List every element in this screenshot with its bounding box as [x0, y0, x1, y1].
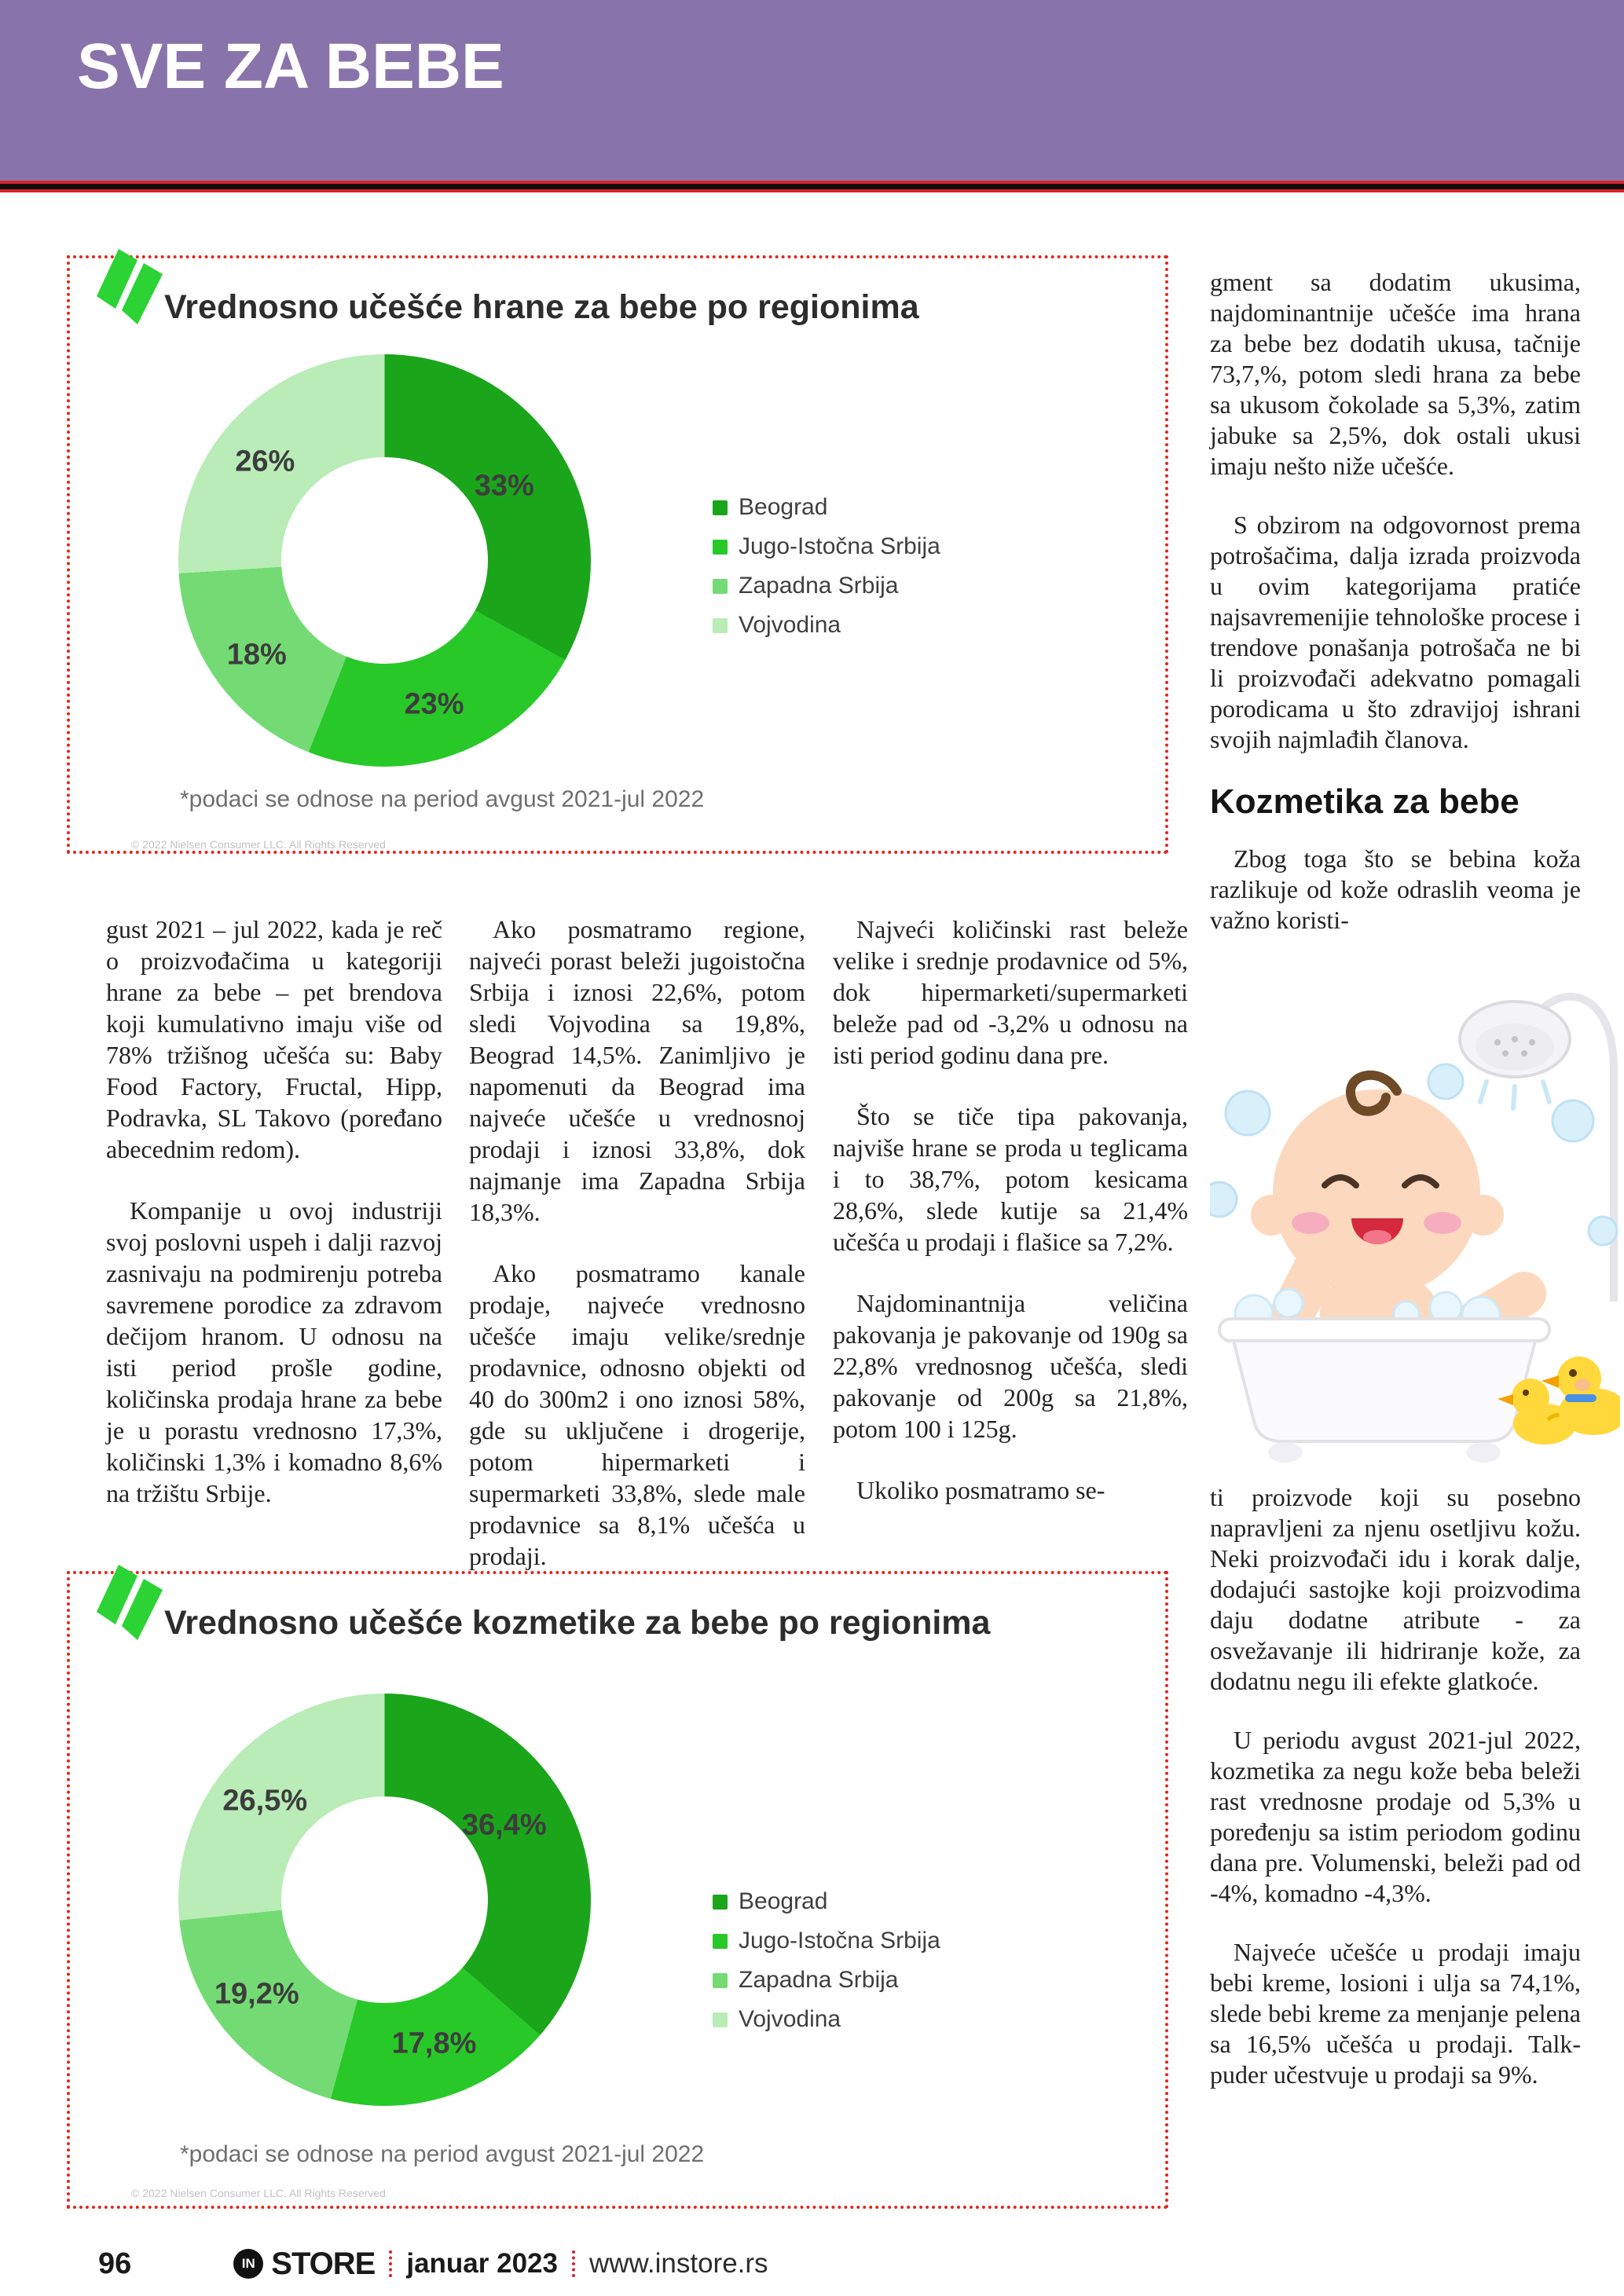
donut-hole	[281, 1796, 488, 2003]
legend-swatch	[713, 1934, 728, 1949]
chart-title: Vrednosno učešće hrane za bebe po regionima	[164, 288, 919, 326]
chart-box-food	[67, 255, 1168, 854]
donut-chart-cosmetics	[178, 1694, 591, 2106]
paragraph: Što se tiče tipa pakovanja, najviše hrane se proda u teglicama i to 38,7%, potom kesicama 28,6%, slede kutije sa 21,4% učešća u prodaji i flašice sa 7,2%.	[833, 1102, 1188, 1256]
slice-label-vojvodina: 26%	[235, 445, 295, 478]
paragraph: Ako posmatramo regione, najveći porast beleži jugoistočna Srbija i iznosi 22,6%, potom sledi Vojvodina sa 19,8%, Beograd 14,5%. Zanimljivo je napomenuti da Beograd ima najveće učešće u vrednosnoj prodaji i iznosi 33,8%, dok najmanje ima Zapadna Srbija 18,3%.	[469, 915, 805, 1226]
legend-label: Vojvodina	[739, 612, 841, 638]
legend-item	[713, 494, 940, 521]
donut-chart-food	[178, 354, 591, 767]
section-heading-kozmetika: Kozmetika za bebe	[1210, 782, 1520, 821]
slice-label-jugoistocna: 17,8%	[391, 2027, 477, 2060]
legend-label: Beograd	[739, 494, 828, 520]
paragraph: ti proizvode koji su posebno napravljeni za njenu osetljivu kožu. Neki proizvođači idu i korak dalje, dodajući sastojke koji proizvodima daju dodatne atribute - za osvežavanje ili hidriranje kože, za dodatnu negu ili efekte glatkoće.	[1210, 1483, 1581, 1695]
page-title: SVE ZA BEBE	[77, 31, 504, 102]
website-url: www.instore.rs	[588, 2248, 768, 2279]
slice-label-vojvodina: 26,5%	[222, 1784, 308, 1817]
slice-label-zapadna: 18%	[226, 638, 287, 672]
masthead	[0, 0, 1624, 181]
legend-item	[713, 533, 940, 560]
chart-copyright: © 2022 Nielsen Consumer LLC. All Rights Reserved	[131, 2187, 386, 2199]
legend-item	[713, 1928, 940, 1954]
sidebar-column	[1210, 267, 1581, 2118]
legend-swatch	[713, 2012, 728, 2027]
chart-legend	[713, 1888, 940, 2045]
body-column-2	[469, 914, 805, 1602]
chart-copyright: © 2022 Nielsen Consumer LLC. All Rights Reserved	[131, 838, 386, 851]
body-column-1	[106, 914, 442, 1539]
legend-label: Zapadna Srbija	[739, 573, 899, 599]
footer-separator	[572, 2250, 575, 2277]
legend-item	[713, 1967, 940, 1994]
paragraph: Najveće učešće u prodaji imaju bebi kreme, losioni i ulja sa 74,1%, slede bebi kreme za menjanje pelena sa 16,5% učešća u prodaji. Talk-puder učestvuje u prodaji sa 9%.	[1210, 1938, 1581, 2089]
quote-icon	[92, 247, 164, 326]
legend-swatch	[713, 1895, 728, 1910]
page-number: 96	[98, 2247, 132, 2280]
legend-item	[713, 2006, 940, 2033]
paragraph: Zbog toga što se bebina koža razlikuje od kože odraslih veoma je važno koristi-	[1210, 844, 1581, 934]
legend-swatch	[713, 500, 728, 515]
legend-item	[713, 1888, 940, 1915]
legend-label: Beograd	[739, 1888, 828, 1914]
legend-swatch	[713, 579, 728, 594]
chart-box-cosmetics	[67, 1571, 1168, 2209]
slice-label-jugoistocna: 23%	[404, 687, 464, 721]
chart-title: Vrednosno učešće kozmetike za bebe po regionima	[164, 1604, 991, 1642]
legend-swatch	[713, 540, 728, 555]
body-column-3	[833, 914, 1188, 1536]
baby-bath-illustration	[1210, 964, 1620, 1463]
footer-separator	[389, 2250, 392, 2277]
legend-label: Jugo-Istočna Srbija	[739, 1928, 940, 1954]
slice-label-zapadna: 19,2%	[214, 1977, 299, 2011]
issue-date: januar 2023	[406, 2248, 558, 2279]
paragraph: Najveći količinski rast beleže velike i srednje prodavnice od 5%, dok hipermarketi/supermarketi beleže pad od -3,2% u odnosu na isti period godinu dana pre.	[833, 915, 1188, 1069]
legend-item	[713, 573, 940, 599]
legend-item	[713, 612, 940, 639]
paragraph: gust 2021 – jul 2022, kada je reč o proizvođačima u kategoriji hrane za bebe – pet brendova koji kumulativno imaju više od 78% tržišnog učešća su: Baby Food Factory, Fructal, Hipp, Podravka, SL Takovo (poređano abecednim redom).	[106, 915, 442, 1163]
chart-footnote: *podaci se odnose na period avgust 2021-jul 2022	[180, 2141, 705, 2167]
instore-logo-icon: IN	[233, 2249, 263, 2279]
slice-label-beograd: 36,4%	[461, 1808, 547, 1842]
paragraph: S obzirom na odgovornost prema potrošačima, dalja izrada proizvoda u ovim kategorijama pratiće najsavremenijie tehnološke procese i trendove ponašanja potrošača ne bi li proizvođači adekvatno pomagali porodicama u što zdravijoj ishrani svojih najmlađih članova.	[1210, 511, 1581, 753]
legend-swatch	[713, 1973, 728, 1988]
store-logo-text: STORE	[271, 2246, 376, 2281]
paragraph: gment sa dodatim ukusima, najdominantnije učešće ima hrana za bebe bez dodatih ukusa, tačnije 73,7,%, potom sledi hrana za bebe sa ukusom čokolade sa 5,3%, zatim jabuke sa 2,5%, dok ostali ukusi imaju nešto niže učešće.	[1210, 268, 1581, 480]
legend-label: Zapadna Srbija	[739, 1967, 899, 1993]
slice-label-beograd: 33%	[474, 469, 534, 503]
donut-hole	[281, 457, 488, 664]
page-footer	[0, 2240, 1624, 2287]
legend-label: Vojvodina	[739, 2006, 841, 2032]
paragraph: Najdominantnija veličina pakovanja je pakovanje od 190g sa 22,8% vrednosnog učešća, sledi pakovanje od 200g sa 21,8%, potom 100 i 125g.	[833, 1289, 1188, 1443]
header-rule	[0, 181, 1624, 192]
paragraph: Kompanije u ovoj industriji svoj poslovni uspeh i dalji razvoj zasnivaju na podmirenju potreba savremene porodice za zdravom dečijom hranom. U odnosu na isti period prošle godine, količinska prodaja hrane za bebe je u porastu vrednosno 17,3%, količinski 1,3% i komadno 8,6% na tržištu Srbije.	[106, 1196, 442, 1507]
chart-footnote: *podaci se odnose na period avgust 2021-jul 2022	[180, 786, 705, 812]
chart-legend	[713, 494, 940, 651]
legend-swatch	[713, 618, 728, 633]
paragraph: U periodu avgust 2021-jul 2022, kozmetika za negu kože beba beleži rast vrednosne prodaje od 5,3% u poređenju sa istim periodom godinu dana pre. Volumenski, beleži pad od -4%, komadno -4,3%.	[1210, 1726, 1581, 1907]
paragraph: Ako posmatramo kanale prodaje, najveće vrednosno učešće imaju velike/srednje prodavnice, odnosno objekti od 40 do 300m2 i ono iznosi 58%, gde su uključene i drogerije, potom hipermarketi i supermarketi 33,8%, slede male prodavnice sa 8,1% učešća u prodaji.	[469, 1259, 805, 1570]
paragraph: Ukoliko posmatramo se-	[856, 1476, 1105, 1504]
quote-icon	[92, 1563, 164, 1642]
legend-label: Jugo-Istočna Srbija	[739, 533, 940, 559]
